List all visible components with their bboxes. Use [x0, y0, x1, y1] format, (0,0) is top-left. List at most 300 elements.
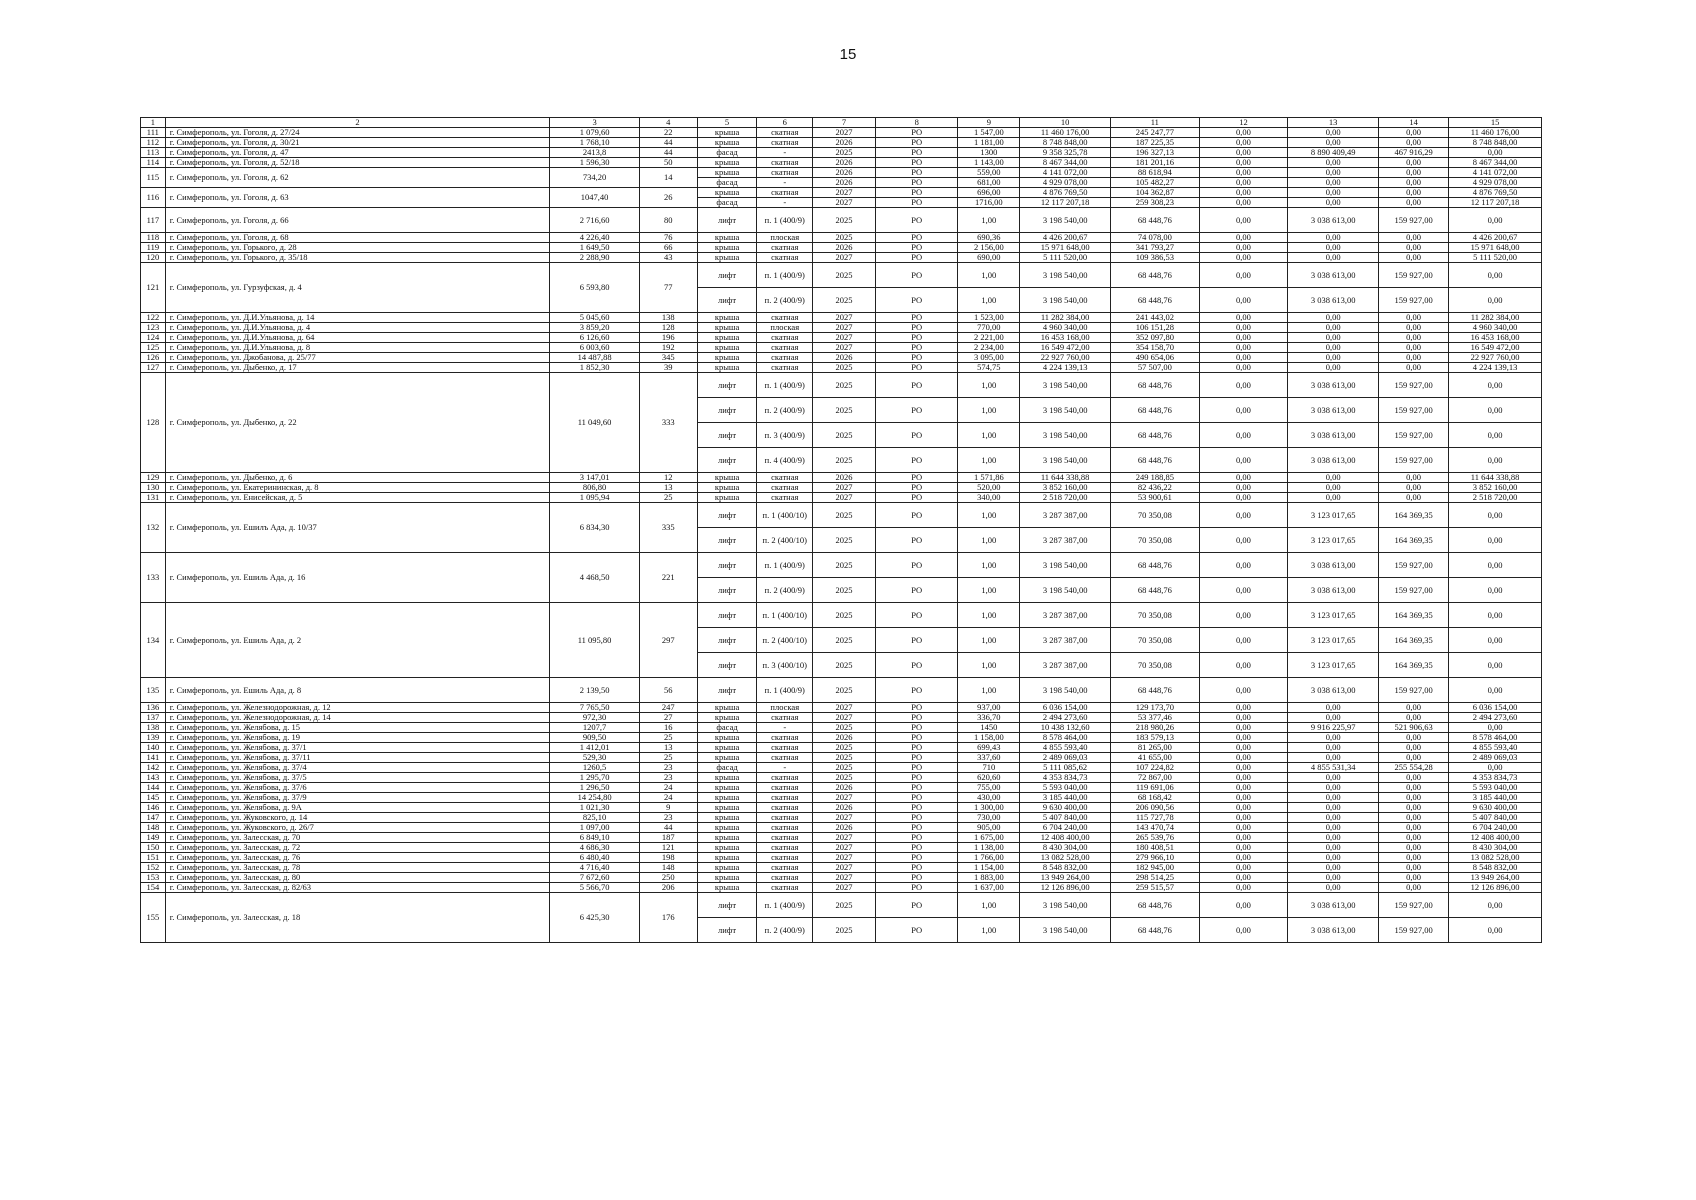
element-cell: лифт	[697, 398, 757, 423]
source-cell: РО	[875, 873, 957, 883]
year-cell: 2025	[813, 373, 876, 398]
table-row	[141, 793, 1542, 803]
local-fund-cell: 0,00	[1379, 793, 1449, 803]
row-number-cell: 140	[141, 743, 166, 753]
type-cell: скатная	[757, 483, 813, 493]
residents-cell: 24	[639, 783, 697, 793]
owners-fund-cell: 0,00	[1449, 288, 1542, 313]
owners-fund-cell: 8 467 344,00	[1449, 158, 1542, 168]
fund-cell: 0,00	[1199, 448, 1288, 473]
year-cell: 2025	[813, 603, 876, 628]
owners-fund-cell: 8 430 304,00	[1449, 843, 1542, 853]
row-number-cell: 122	[141, 313, 166, 323]
year-cell: 2025	[813, 723, 876, 733]
unit-cost-cell: 74 078,00	[1111, 233, 1200, 243]
row-number-cell: 146	[141, 803, 166, 813]
column-header: 3	[550, 118, 640, 128]
area-cell: 4 686,30	[550, 843, 640, 853]
table-row	[141, 493, 1542, 503]
regional-fund-cell: 0,00	[1288, 703, 1379, 713]
year-cell: 2026	[813, 178, 876, 188]
residents-cell: 25	[639, 733, 697, 743]
owners-fund-cell: 3 185 440,00	[1449, 793, 1542, 803]
regional-fund-cell: 3 038 613,00	[1288, 553, 1379, 578]
row-number-cell: 155	[141, 893, 166, 943]
year-cell: 2025	[813, 628, 876, 653]
type-cell: скатная	[757, 363, 813, 373]
quantity-cell: 1,00	[958, 528, 1020, 553]
regional-fund-cell: 0,00	[1288, 168, 1379, 178]
address-cell: г. Симферополь, ул. Желябова, д. 37/11	[165, 753, 550, 763]
regional-fund-cell: 3 123 017,65	[1288, 528, 1379, 553]
local-fund-cell: 159 927,00	[1379, 263, 1449, 288]
owners-fund-cell: 2 518 720,00	[1449, 493, 1542, 503]
quantity-cell: 1 883,00	[958, 873, 1020, 883]
fund-cell: 0,00	[1199, 553, 1288, 578]
regional-fund-cell: 0,00	[1288, 863, 1379, 873]
source-cell: РО	[875, 793, 957, 803]
residents-cell: 9	[639, 803, 697, 813]
type-cell: скатная	[757, 493, 813, 503]
quantity-cell: 730,00	[958, 813, 1020, 823]
column-header: 9	[958, 118, 1020, 128]
quantity-cell: 1 523,00	[958, 313, 1020, 323]
cost-cell: 13 082 528,00	[1020, 853, 1111, 863]
cost-cell: 3 287 387,00	[1020, 653, 1111, 678]
fund-cell: 0,00	[1199, 198, 1288, 208]
year-cell: 2026	[813, 733, 876, 743]
year-cell: 2027	[813, 493, 876, 503]
residents-cell: 22	[639, 128, 697, 138]
element-cell: крыша	[697, 353, 757, 363]
address-cell: г. Симферополь, ул. Залесская, д. 78	[165, 863, 550, 873]
owners-fund-cell: 0,00	[1449, 148, 1542, 158]
residents-cell: 192	[639, 343, 697, 353]
cost-cell: 4 224 139,13	[1020, 363, 1111, 373]
unit-cost-cell: 109 386,53	[1111, 253, 1200, 263]
table-row	[141, 503, 1542, 528]
source-cell: РО	[875, 823, 957, 833]
fund-cell: 0,00	[1199, 313, 1288, 323]
element-cell: лифт	[697, 653, 757, 678]
table-row	[141, 233, 1542, 243]
table-row	[141, 128, 1542, 138]
element-cell: лифт	[697, 553, 757, 578]
table-row	[141, 168, 1542, 178]
year-cell: 2027	[813, 323, 876, 333]
source-cell: РО	[875, 803, 957, 813]
local-fund-cell: 0,00	[1379, 243, 1449, 253]
type-cell: скатная	[757, 243, 813, 253]
year-cell: 2025	[813, 763, 876, 773]
regional-fund-cell: 0,00	[1288, 753, 1379, 763]
row-number-cell: 131	[141, 493, 166, 503]
year-cell: 2025	[813, 363, 876, 373]
owners-fund-cell: 22 927 760,00	[1449, 353, 1542, 363]
quantity-cell: 1 143,00	[958, 158, 1020, 168]
quantity-cell: 1,00	[958, 448, 1020, 473]
owners-fund-cell: 0,00	[1449, 893, 1542, 918]
element-cell: крыша	[697, 333, 757, 343]
row-number-cell: 132	[141, 503, 166, 553]
element-cell: крыша	[697, 243, 757, 253]
source-cell: РО	[875, 398, 957, 423]
residents-cell: 333	[639, 373, 697, 473]
source-cell: РО	[875, 483, 957, 493]
type-cell: п. 4 (400/9)	[757, 448, 813, 473]
year-cell: 2025	[813, 503, 876, 528]
type-cell: скатная	[757, 158, 813, 168]
residents-cell: 25	[639, 493, 697, 503]
quantity-cell: 2 221,00	[958, 333, 1020, 343]
element-cell: крыша	[697, 343, 757, 353]
regional-fund-cell: 3 123 017,65	[1288, 603, 1379, 628]
cost-cell: 4 876 769,50	[1020, 188, 1111, 198]
type-cell: п. 2 (400/10)	[757, 628, 813, 653]
regional-fund-cell: 0,00	[1288, 493, 1379, 503]
type-cell: скатная	[757, 313, 813, 323]
fund-cell: 0,00	[1199, 233, 1288, 243]
cost-cell: 3 198 540,00	[1020, 678, 1111, 703]
cost-cell: 3 198 540,00	[1020, 553, 1111, 578]
local-fund-cell: 0,00	[1379, 833, 1449, 843]
row-number-cell: 144	[141, 783, 166, 793]
address-cell: г. Симферополь, ул. Жуковского, д. 14	[165, 813, 550, 823]
address-cell: г. Симферополь, ул. Желябова, д. 37/4	[165, 763, 550, 773]
cost-cell: 11 460 176,00	[1020, 128, 1111, 138]
owners-fund-cell: 0,00	[1449, 723, 1542, 733]
unit-cost-cell: 352 097,80	[1111, 333, 1200, 343]
element-cell: крыша	[697, 493, 757, 503]
fund-cell: 0,00	[1199, 833, 1288, 843]
area-cell: 3 859,20	[550, 323, 640, 333]
regional-fund-cell: 0,00	[1288, 233, 1379, 243]
local-fund-cell: 0,00	[1379, 823, 1449, 833]
owners-fund-cell: 12 408 400,00	[1449, 833, 1542, 843]
row-number-cell: 154	[141, 883, 166, 893]
residents-cell: 23	[639, 763, 697, 773]
owners-fund-cell: 4 960 340,00	[1449, 323, 1542, 333]
owners-fund-cell: 0,00	[1449, 263, 1542, 288]
area-cell: 529,30	[550, 753, 640, 763]
type-cell: п. 1 (400/9)	[757, 263, 813, 288]
area-cell: 1 852,30	[550, 363, 640, 373]
row-number-cell: 141	[141, 753, 166, 763]
table-row	[141, 763, 1542, 773]
unit-cost-cell: 57 507,00	[1111, 363, 1200, 373]
source-cell: РО	[875, 843, 957, 853]
year-cell: 2026	[813, 823, 876, 833]
year-cell: 2027	[813, 713, 876, 723]
area-cell: 14 254,80	[550, 793, 640, 803]
source-cell: РО	[875, 178, 957, 188]
area-cell: 6 425,30	[550, 893, 640, 943]
owners-fund-cell: 5 111 520,00	[1449, 253, 1542, 263]
unit-cost-cell: 259 308,23	[1111, 198, 1200, 208]
year-cell: 2026	[813, 803, 876, 813]
local-fund-cell: 0,00	[1379, 343, 1449, 353]
regional-fund-cell: 3 038 613,00	[1288, 918, 1379, 943]
column-header: 13	[1288, 118, 1379, 128]
quantity-cell: 1,00	[958, 503, 1020, 528]
unit-cost-cell: 68 448,76	[1111, 918, 1200, 943]
local-fund-cell: 164 369,35	[1379, 603, 1449, 628]
type-cell: скатная	[757, 803, 813, 813]
quantity-cell: 770,00	[958, 323, 1020, 333]
residents-cell: 335	[639, 503, 697, 553]
quantity-cell: 1300	[958, 148, 1020, 158]
local-fund-cell: 0,00	[1379, 773, 1449, 783]
row-number-cell: 123	[141, 323, 166, 333]
regional-fund-cell: 0,00	[1288, 823, 1379, 833]
owners-fund-cell: 0,00	[1449, 503, 1542, 528]
area-cell: 1207,7	[550, 723, 640, 733]
residents-cell: 44	[639, 823, 697, 833]
element-cell: крыша	[697, 313, 757, 323]
quantity-cell: 1 158,00	[958, 733, 1020, 743]
type-cell: скатная	[757, 168, 813, 178]
column-header: 15	[1449, 118, 1542, 128]
element-cell: крыша	[697, 803, 757, 813]
area-cell: 1 296,50	[550, 783, 640, 793]
owners-fund-cell: 4 426 200,67	[1449, 233, 1542, 243]
table-row	[141, 783, 1542, 793]
owners-fund-cell: 0,00	[1449, 653, 1542, 678]
residents-cell: 27	[639, 713, 697, 723]
address-cell: г. Симферополь, ул. Дыбенко, д. 22	[165, 373, 550, 473]
address-cell: г. Симферополь, ул. Гоголя, д. 62	[165, 168, 550, 188]
table-row	[141, 373, 1542, 398]
fund-cell: 0,00	[1199, 188, 1288, 198]
source-cell: РО	[875, 553, 957, 578]
year-cell: 2026	[813, 138, 876, 148]
cost-cell: 2 494 273,60	[1020, 713, 1111, 723]
local-fund-cell: 0,00	[1379, 753, 1449, 763]
local-fund-cell: 0,00	[1379, 178, 1449, 188]
local-fund-cell: 0,00	[1379, 853, 1449, 863]
fund-cell: 0,00	[1199, 713, 1288, 723]
source-cell: РО	[875, 783, 957, 793]
source-cell: РО	[875, 763, 957, 773]
residents-cell: 206	[639, 883, 697, 893]
local-fund-cell: 164 369,35	[1379, 503, 1449, 528]
column-header: 11	[1111, 118, 1200, 128]
type-cell: п. 1 (400/9)	[757, 553, 813, 578]
regional-fund-cell: 3 038 613,00	[1288, 893, 1379, 918]
area-cell: 1260,5	[550, 763, 640, 773]
area-cell: 734,20	[550, 168, 640, 188]
year-cell: 2027	[813, 883, 876, 893]
source-cell: РО	[875, 333, 957, 343]
element-cell: крыша	[697, 363, 757, 373]
regional-fund-cell: 0,00	[1288, 783, 1379, 793]
area-cell: 6 480,40	[550, 853, 640, 863]
element-cell: крыша	[697, 833, 757, 843]
element-cell: лифт	[697, 423, 757, 448]
row-number-cell: 128	[141, 373, 166, 473]
address-cell: г. Симферополь, ул. Д.И.Ульянова, д. 64	[165, 333, 550, 343]
fund-cell: 0,00	[1199, 168, 1288, 178]
source-cell: РО	[875, 678, 957, 703]
element-cell: крыша	[697, 733, 757, 743]
local-fund-cell: 159 927,00	[1379, 448, 1449, 473]
column-header: 14	[1379, 118, 1449, 128]
quantity-cell: 681,00	[958, 178, 1020, 188]
residents-cell: 13	[639, 483, 697, 493]
source-cell: РО	[875, 833, 957, 843]
row-number-cell: 114	[141, 158, 166, 168]
year-cell: 2025	[813, 148, 876, 158]
residents-cell: 198	[639, 853, 697, 863]
local-fund-cell: 0,00	[1379, 783, 1449, 793]
type-cell: п. 2 (400/9)	[757, 578, 813, 603]
quantity-cell: 1 766,00	[958, 853, 1020, 863]
row-number-cell: 142	[141, 763, 166, 773]
local-fund-cell: 0,00	[1379, 158, 1449, 168]
area-cell: 909,50	[550, 733, 640, 743]
element-cell: крыша	[697, 483, 757, 493]
area-cell: 7 672,60	[550, 873, 640, 883]
residents-cell: 66	[639, 243, 697, 253]
type-cell: плоская	[757, 233, 813, 243]
cost-cell: 3 198 540,00	[1020, 918, 1111, 943]
residents-cell: 80	[639, 208, 697, 233]
residents-cell: 250	[639, 873, 697, 883]
unit-cost-cell: 187 225,35	[1111, 138, 1200, 148]
type-cell: п. 3 (400/9)	[757, 423, 813, 448]
source-cell: РО	[875, 288, 957, 313]
regional-fund-cell: 3 038 613,00	[1288, 373, 1379, 398]
owners-fund-cell: 8 748 848,00	[1449, 138, 1542, 148]
fund-cell: 0,00	[1199, 528, 1288, 553]
cost-cell: 2 518 720,00	[1020, 493, 1111, 503]
type-cell: п. 2 (400/9)	[757, 288, 813, 313]
regional-fund-cell: 0,00	[1288, 773, 1379, 783]
regional-fund-cell: 0,00	[1288, 793, 1379, 803]
type-cell: п. 2 (400/9)	[757, 398, 813, 423]
row-number-cell: 145	[141, 793, 166, 803]
unit-cost-cell: 68 168,42	[1111, 793, 1200, 803]
regional-fund-cell: 3 038 613,00	[1288, 423, 1379, 448]
table-row	[141, 323, 1542, 333]
local-fund-cell: 0,00	[1379, 873, 1449, 883]
owners-fund-cell: 4 929 078,00	[1449, 178, 1542, 188]
address-cell: г. Симферополь, ул. Залесская, д. 82/63	[165, 883, 550, 893]
regional-fund-cell: 0,00	[1288, 243, 1379, 253]
source-cell: РО	[875, 263, 957, 288]
quantity-cell: 905,00	[958, 823, 1020, 833]
address-cell: г. Симферополь, ул. Залесская, д. 76	[165, 853, 550, 863]
local-fund-cell: 159 927,00	[1379, 893, 1449, 918]
local-fund-cell: 0,00	[1379, 813, 1449, 823]
fund-cell: 0,00	[1199, 763, 1288, 773]
regional-fund-cell: 0,00	[1288, 473, 1379, 483]
element-cell: крыша	[697, 863, 757, 873]
unit-cost-cell: 265 539,76	[1111, 833, 1200, 843]
address-cell: г. Симферополь, ул. Д.И.Ульянова, д. 14	[165, 313, 550, 323]
year-cell: 2027	[813, 793, 876, 803]
fund-cell: 0,00	[1199, 148, 1288, 158]
year-cell: 2026	[813, 168, 876, 178]
owners-fund-cell: 12 117 207,18	[1449, 198, 1542, 208]
element-cell: крыша	[697, 813, 757, 823]
cost-cell: 6 704 240,00	[1020, 823, 1111, 833]
regional-fund-cell: 0,00	[1288, 198, 1379, 208]
area-cell: 1 649,50	[550, 243, 640, 253]
table-row	[141, 253, 1542, 263]
fund-cell: 0,00	[1199, 893, 1288, 918]
type-cell: скатная	[757, 138, 813, 148]
unit-cost-cell: 181 201,16	[1111, 158, 1200, 168]
type-cell: п. 3 (400/10)	[757, 653, 813, 678]
year-cell: 2025	[813, 578, 876, 603]
quantity-cell: 710	[958, 763, 1020, 773]
quantity-cell: 696,00	[958, 188, 1020, 198]
table-row	[141, 483, 1542, 493]
quantity-cell: 1,00	[958, 208, 1020, 233]
year-cell: 2027	[813, 483, 876, 493]
fund-cell: 0,00	[1199, 263, 1288, 288]
owners-fund-cell: 0,00	[1449, 603, 1542, 628]
unit-cost-cell: 298 514,25	[1111, 873, 1200, 883]
year-cell: 2027	[813, 813, 876, 823]
address-cell: г. Симферополь, ул. Горького, д. 28	[165, 243, 550, 253]
regional-fund-cell: 0,00	[1288, 343, 1379, 353]
cost-cell: 2 489 069,03	[1020, 753, 1111, 763]
unit-cost-cell: 245 247,77	[1111, 128, 1200, 138]
element-cell: лифт	[697, 628, 757, 653]
element-cell: крыша	[697, 233, 757, 243]
unit-cost-cell: 196 327,13	[1111, 148, 1200, 158]
fund-cell: 0,00	[1199, 733, 1288, 743]
fund-cell: 0,00	[1199, 703, 1288, 713]
cost-cell: 4 426 200,67	[1020, 233, 1111, 243]
type-cell: скатная	[757, 128, 813, 138]
fund-cell: 0,00	[1199, 128, 1288, 138]
address-cell: г. Симферополь, ул. Дыбенко, д. 6	[165, 473, 550, 483]
residents-cell: 24	[639, 793, 697, 803]
area-cell: 1 768,10	[550, 138, 640, 148]
cost-cell: 8 430 304,00	[1020, 843, 1111, 853]
type-cell: скатная	[757, 883, 813, 893]
element-cell: крыша	[697, 128, 757, 138]
cost-cell: 4 960 340,00	[1020, 323, 1111, 333]
row-number-cell: 111	[141, 128, 166, 138]
element-cell: крыша	[697, 473, 757, 483]
area-cell: 4 716,40	[550, 863, 640, 873]
fund-cell: 0,00	[1199, 363, 1288, 373]
address-cell: г. Симферополь, ул. Ешиль Ада, д. 8	[165, 678, 550, 703]
address-cell: г. Симферополь, ул. Желябова, д. 37/6	[165, 783, 550, 793]
year-cell: 2027	[813, 198, 876, 208]
table-row	[141, 158, 1542, 168]
local-fund-cell: 0,00	[1379, 843, 1449, 853]
fund-cell: 0,00	[1199, 853, 1288, 863]
unit-cost-cell: 68 448,76	[1111, 263, 1200, 288]
table-row	[141, 353, 1542, 363]
quantity-cell: 1 138,00	[958, 843, 1020, 853]
table-row	[141, 333, 1542, 343]
local-fund-cell: 0,00	[1379, 713, 1449, 723]
local-fund-cell: 0,00	[1379, 733, 1449, 743]
fund-cell: 0,00	[1199, 803, 1288, 813]
element-cell: крыша	[697, 823, 757, 833]
element-cell: фасад	[697, 198, 757, 208]
regional-fund-cell: 0,00	[1288, 158, 1379, 168]
quantity-cell: 3 095,00	[958, 353, 1020, 363]
regional-fund-cell: 0,00	[1288, 363, 1379, 373]
table-row	[141, 893, 1542, 918]
